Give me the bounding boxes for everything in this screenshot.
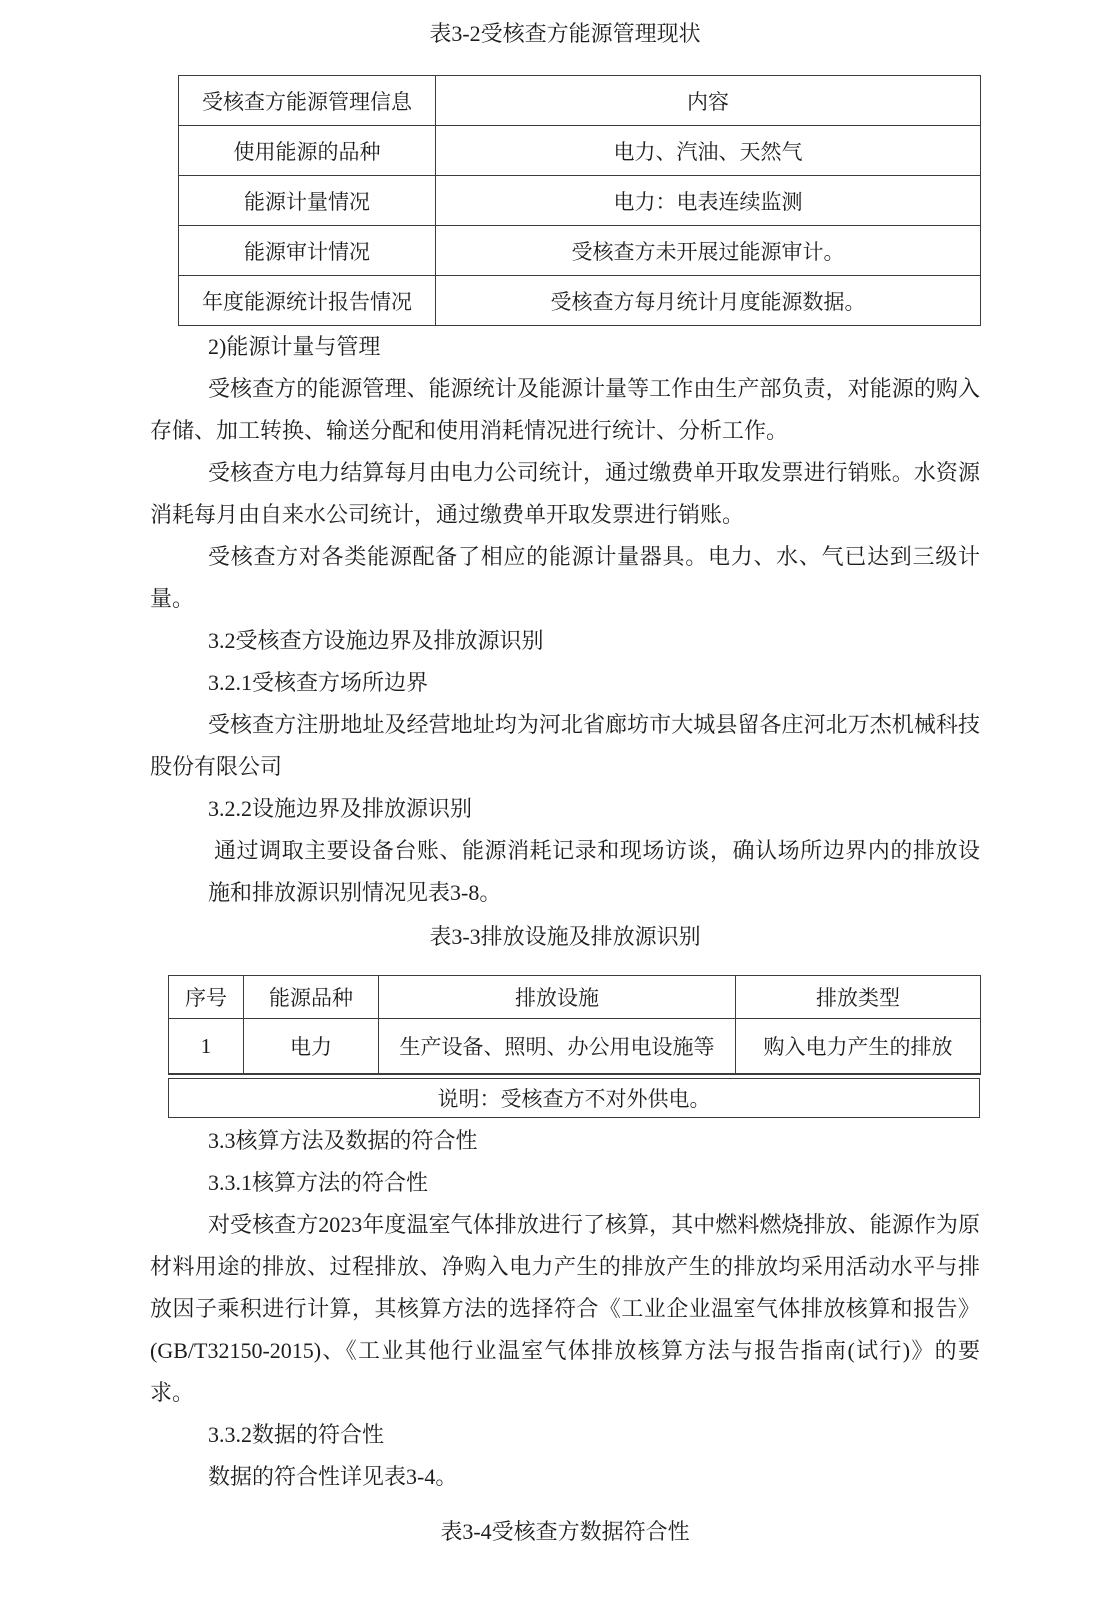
paragraph-energy-management: 受核查方的能源管理、能源统计及能源计量等工作由生产部负责，对能源的购入存储、加工转换、输送分配和使用消耗情况进行统计、分析工作。 (150, 376, 980, 443)
table-cell: 受核查方未开展过能源审计。 (436, 226, 981, 276)
energy-metering-subtitle: 2)能源计量与管理 (208, 334, 381, 359)
paragraph-boundary: 通过调取主要设备台账、能源消耗记录和现场访谈，确认场所边界内的排放设施和排放源识别情况见表3-8。 (208, 838, 980, 905)
paragraph-address: 受核查方注册地址及经营地址均为河北省廊坊市大城县留各庄河北万杰机械科技股份有限公司 (150, 712, 980, 779)
table-cell: 内容 (436, 76, 981, 126)
table-row (179, 76, 981, 126)
table-row (179, 226, 981, 276)
table-3-3-note-text: 说明：受核查方不对外供电。 (437, 1087, 711, 1111)
heading-3-2-1: 3.2.1受核查方场所边界 (208, 670, 429, 695)
emission-facilities-table-body (169, 1019, 981, 1075)
table-cell: 生产设备、照明、办公用电设施等 (379, 1019, 736, 1075)
table-cell: 电力：电表连续监测 (436, 176, 981, 226)
table-row (169, 1019, 981, 1075)
paragraph-metering-devices: 受核查方对各类能源配备了相应的能源计量器具。电力、水、气已达到三级计量。 (150, 544, 980, 611)
table-cell: 能源审计情况 (179, 226, 436, 276)
table-header-cell: 排放设施 (379, 976, 736, 1019)
table-3-3-caption: 表3-3排放设施及排放源识别 (429, 924, 701, 949)
paragraph-data-conformity: 数据的符合性详见表3-4。 (208, 1464, 458, 1489)
paragraph-accounting-method: 对受核查方2023年度温室气体排放进行了核算，其中燃料燃烧排放、能源作为原材料用途的排放、过程排放、净购入电力产生的排放产生的排放均采用活动水平与排放因子乘积进行计算，其核算方法的选择符合《工业企业温室气体排放核算和报告》(GB/T32150-2015)、《工业其他行业温室气体排放核算方法与报告指南(试行)》的要求。 (150, 1212, 980, 1405)
table-cell: 电力 (244, 1019, 379, 1075)
emission-facilities-table-header (169, 976, 981, 1019)
table-cell: 受核查方每月统计月度能源数据。 (436, 276, 981, 326)
table-row (169, 976, 981, 1019)
table-header-cell: 排放类型 (736, 976, 981, 1019)
table-3-3-note (168, 1078, 980, 1118)
table-cell: 年度能源统计报告情况 (179, 276, 436, 326)
page-content (150, 13, 980, 1553)
table-3-2-caption: 表3-2受核查方能源管理现状 (429, 21, 701, 46)
heading-3-2: 3.2受核查方设施边界及排放源识别 (208, 628, 544, 653)
heading-3-3-1: 3.3.1核算方法的符合性 (208, 1170, 429, 1195)
table-cell: 使用能源的品种 (179, 126, 436, 176)
table-cell: 1 (169, 1019, 244, 1075)
table-row (179, 276, 981, 326)
table-header-cell: 序号 (169, 976, 244, 1019)
paragraph-electric-settlement: 受核查方电力结算每月由电力公司统计，通过缴费单开取发票进行销账。水资源消耗每月由自来水公司统计，通过缴费单开取发票进行销账。 (150, 460, 980, 527)
table-row (179, 126, 981, 176)
emission-facilities-table (168, 975, 981, 1075)
table-cell: 电力、汽油、天然气 (436, 126, 981, 176)
heading-3-2-2: 3.2.2设施边界及排放源识别 (208, 796, 473, 821)
heading-3-3: 3.3核算方法及数据的符合性 (208, 1128, 478, 1153)
table-row (179, 176, 981, 226)
document-page (0, 13, 1120, 1597)
table-cell: 购入电力产生的排放 (736, 1019, 981, 1075)
heading-3-3-2: 3.3.2数据的符合性 (208, 1422, 385, 1447)
energy-management-table-body (179, 76, 981, 326)
table-header-cell: 能源品种 (244, 976, 379, 1019)
table-cell: 受核查方能源管理信息 (179, 76, 436, 126)
table-cell: 能源计量情况 (179, 176, 436, 226)
energy-management-table (178, 75, 981, 326)
table-3-4-caption: 表3-4受核查方数据符合性 (440, 1519, 690, 1544)
